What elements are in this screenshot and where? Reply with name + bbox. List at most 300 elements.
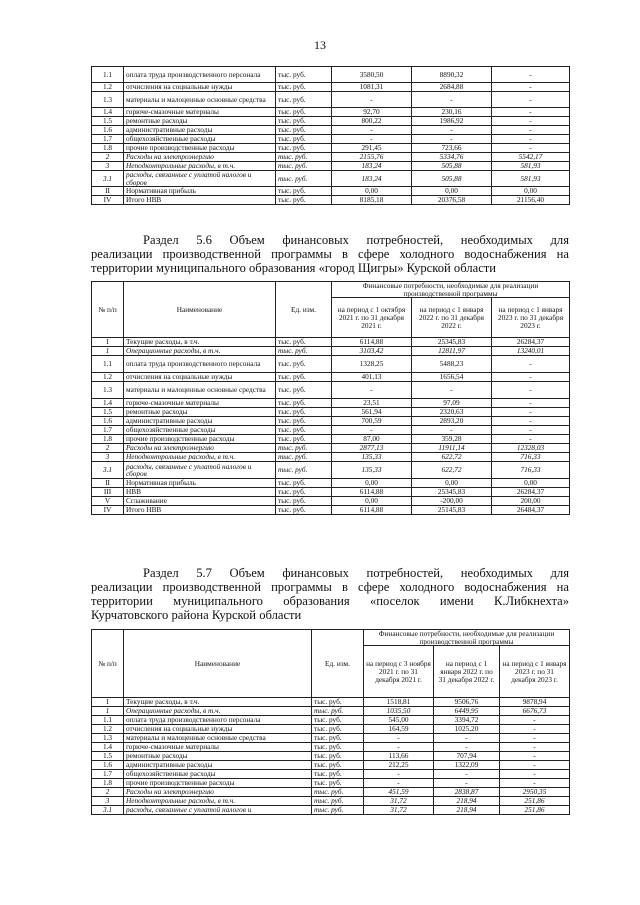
row-value-period-1: 164,59	[364, 725, 434, 734]
row-number: 1.1	[92, 356, 124, 373]
row-value-period-3: -	[500, 752, 570, 761]
row-value-period-3: -	[492, 135, 570, 144]
row-value-period-3: -	[492, 67, 570, 83]
row-unit: тыс. руб.	[312, 752, 364, 761]
row-unit: тыс. руб.	[312, 743, 364, 752]
table-row	[92, 187, 570, 196]
table-row	[92, 117, 570, 126]
row-value-period-3: 0,00	[492, 479, 570, 488]
row-number: 1.3	[92, 92, 124, 108]
table-row	[92, 196, 570, 205]
table-row	[92, 162, 570, 171]
row-value-period-3: -	[492, 417, 570, 426]
row-unit: тыс. руб.	[276, 408, 332, 417]
row-number: 2	[92, 153, 124, 162]
col-header-group: Финансовые потребности, необходимые для реализации производственной программы	[364, 630, 570, 646]
table-row	[92, 497, 570, 506]
row-number: 1.7	[92, 426, 124, 435]
table-row	[92, 698, 570, 707]
table-row	[92, 153, 570, 162]
row-unit: тыс. руб.	[312, 761, 364, 770]
row-value-period-1: 23,51	[332, 399, 412, 408]
row-name: расходы, связанные с уплатой налогов и	[124, 806, 312, 815]
row-name: Текущие расходы, в т.ч.	[124, 338, 276, 347]
row-value-period-2: 20376,58	[412, 196, 492, 205]
row-value-period-1: 1328,25	[332, 356, 412, 373]
row-name: Неподконтрольные расходы, в т.ч.	[124, 797, 312, 806]
col-header-period-3: на период с 1 января 2023 г. по 31 декабря 2023 г.	[500, 646, 570, 698]
row-value-period-1: 8185,18	[332, 196, 412, 205]
row-number: 1.1	[92, 67, 124, 83]
row-unit: тыс. руб.	[312, 716, 364, 725]
row-name: ремонтные расходы	[124, 408, 276, 417]
row-value-period-1: 183,24	[332, 171, 412, 187]
row-name: материалы и малоценные основные средства	[124, 734, 312, 743]
row-value-period-2: 6449,95	[434, 707, 500, 716]
table-row	[92, 479, 570, 488]
table-5-7	[91, 629, 570, 815]
row-name: общехозяйственные расходы	[124, 135, 276, 144]
row-value-period-1: -	[332, 382, 412, 399]
row-name: горюче-смазочные материалы	[124, 108, 276, 117]
row-name: Итого НВВ	[124, 196, 276, 205]
row-value-period-2: 12811,97	[412, 347, 492, 356]
row-value-period-1: 31,72	[364, 806, 434, 815]
heading-line: территории муниципального образования «поселок имени К.Либкнехта»	[91, 594, 569, 608]
row-value-period-3: -	[492, 408, 570, 417]
row-unit: тыс. руб.	[312, 707, 364, 716]
row-name: Операционные расходы, в т.ч.	[124, 707, 312, 716]
row-unit: тыс. руб.	[276, 373, 332, 382]
col-header-unit: Ед. изм.	[276, 282, 332, 338]
table-row	[92, 788, 570, 797]
row-value-period-2: 1656,54	[412, 373, 492, 382]
col-header-unit: Ед. изм.	[312, 630, 364, 698]
col-header-name: Наименование	[124, 282, 276, 338]
row-value-period-3: -	[500, 734, 570, 743]
row-unit: тыс. руб.	[276, 187, 332, 196]
table-row	[92, 144, 570, 153]
row-name: расходы, связанные с уплатой налогов и сборов	[124, 171, 276, 187]
row-value-period-2: 723,66	[412, 144, 492, 153]
row-value-period-1: 135,33	[332, 453, 412, 462]
row-value-period-3: 716,33	[492, 453, 570, 462]
row-value-period-2: 218,94	[434, 806, 500, 815]
row-value-period-2: -	[412, 426, 492, 435]
row-unit: тыс. руб.	[276, 426, 332, 435]
row-name: оплата труда производственного персонала	[124, 716, 312, 725]
table-row	[92, 347, 570, 356]
row-number: I	[92, 698, 124, 707]
row-value-period-1: 92,70	[332, 108, 412, 117]
row-value-period-1: 1035,50	[364, 707, 434, 716]
row-value-period-1: 1081,31	[332, 83, 412, 92]
table-row	[92, 338, 570, 347]
row-unit: тыс. руб.	[276, 338, 332, 347]
row-number: 3.1	[92, 462, 124, 479]
heading-line: реализации производственной программы в сфере холодного водоснабжения на	[91, 580, 569, 594]
row-name: административные расходы	[124, 126, 276, 135]
row-number: 1.6	[92, 126, 124, 135]
row-value-period-1: -	[364, 743, 434, 752]
heading-line: Курчатовского района Курской области	[91, 608, 302, 622]
row-value-period-1: 291,45	[332, 144, 412, 153]
table-row	[92, 171, 570, 187]
row-unit: тыс. руб.	[276, 83, 332, 92]
row-value-period-2: 5488,23	[412, 356, 492, 373]
row-value-period-3: -	[500, 743, 570, 752]
row-unit: тыс. руб.	[276, 196, 332, 205]
row-unit: тыс. руб.	[312, 806, 364, 815]
row-unit: тыс. руб.	[276, 135, 332, 144]
row-value-period-2: 218,94	[434, 797, 500, 806]
table-row	[92, 797, 570, 806]
row-name: Неподконтрольные расходы, в т.ч.	[124, 453, 276, 462]
table-row	[92, 462, 570, 479]
row-name: горюче-смазочные материалы	[124, 399, 276, 408]
row-number: II	[92, 187, 124, 196]
row-unit: тыс. руб.	[312, 734, 364, 743]
row-value-period-2: 2684,88	[412, 83, 492, 92]
table-row	[92, 743, 570, 752]
row-name: Сглаживание	[124, 497, 276, 506]
table-row	[92, 770, 570, 779]
row-value-period-3: -	[500, 716, 570, 725]
row-value-period-3: 9878,94	[500, 698, 570, 707]
row-value-period-3: -	[492, 382, 570, 399]
row-value-period-2: 0,00	[412, 479, 492, 488]
row-value-period-3: 716,33	[492, 462, 570, 479]
table-row	[92, 356, 570, 373]
row-name: отчисления на социальные нужды	[124, 725, 312, 734]
row-number: 3	[92, 453, 124, 462]
row-value-period-1: 6114,88	[332, 338, 412, 347]
row-unit: тыс. руб.	[276, 497, 332, 506]
row-name: отчисления на социальные нужды	[124, 83, 276, 92]
row-value-period-3: -	[492, 373, 570, 382]
row-unit: тыс. руб.	[276, 117, 332, 126]
row-value-period-2: 622,72	[412, 453, 492, 462]
row-number: III	[92, 488, 124, 497]
row-value-period-2: 5334,76	[412, 153, 492, 162]
row-value-period-1: 113,66	[364, 752, 434, 761]
row-value-period-2: -	[412, 126, 492, 135]
heading-line: реализации производственной программы в сфере холодного водоснабжения на	[91, 247, 569, 261]
row-unit: тыс. руб.	[276, 453, 332, 462]
row-value-period-3: -	[500, 761, 570, 770]
row-value-period-2: -	[412, 135, 492, 144]
row-value-period-1: -	[332, 426, 412, 435]
row-value-period-2: 2320,63	[412, 408, 492, 417]
table-row	[92, 725, 570, 734]
row-value-period-2: 25345,83	[412, 338, 492, 347]
table-row	[92, 435, 570, 444]
table-row	[92, 426, 570, 435]
row-value-period-2: 2838,87	[434, 788, 500, 797]
row-value-period-2: 97,09	[412, 399, 492, 408]
row-number: 3	[92, 162, 124, 171]
row-number: 1.7	[92, 770, 124, 779]
row-unit: тыс. руб.	[276, 356, 332, 373]
row-value-period-1: 3103,42	[332, 347, 412, 356]
row-value-period-3: -	[492, 117, 570, 126]
heading-line: территории муниципального образования «город Щигры» Курской области	[91, 261, 497, 275]
row-value-period-1: -	[332, 135, 412, 144]
row-value-period-1: 6114,88	[332, 506, 412, 515]
row-number: II	[92, 479, 124, 488]
row-value-period-3: 2950,35	[500, 788, 570, 797]
row-value-period-3: 251,86	[500, 797, 570, 806]
table-row	[92, 408, 570, 417]
row-number: IV	[92, 506, 124, 515]
row-name: Расходы на электроэнергию	[124, 788, 312, 797]
row-unit: тыс. руб.	[276, 488, 332, 497]
row-value-period-1: 0,00	[332, 187, 412, 196]
row-value-period-3: -	[492, 92, 570, 108]
table-row	[92, 752, 570, 761]
row-value-period-1: 800,22	[332, 117, 412, 126]
col-header-group: Финансовые потребности, необходимые для реализации производственной программы	[332, 282, 570, 298]
table-row	[92, 135, 570, 144]
row-value-period-1: -	[364, 770, 434, 779]
table-row	[92, 382, 570, 399]
row-value-period-2: 359,28	[412, 435, 492, 444]
row-number: 1.7	[92, 135, 124, 144]
row-name: материалы и малоценные основные средства	[124, 92, 276, 108]
row-unit: тыс. руб.	[276, 382, 332, 399]
row-value-period-1: 0,00	[332, 497, 412, 506]
row-value-period-3: 12328,03	[492, 444, 570, 453]
row-value-period-2: 707,94	[434, 752, 500, 761]
row-number: 1.2	[92, 83, 124, 92]
row-value-period-3: -	[492, 356, 570, 373]
row-value-period-1: 1518,81	[364, 698, 434, 707]
row-unit: тыс. руб.	[312, 698, 364, 707]
row-value-period-1: 561,94	[332, 408, 412, 417]
row-value-period-1: 2877,13	[332, 444, 412, 453]
row-value-period-2: 25345,83	[412, 488, 492, 497]
row-number: 1.5	[92, 408, 124, 417]
row-name: Итого НВВ	[124, 506, 276, 515]
table-row	[92, 373, 570, 382]
row-name: Нормативная прибыль	[124, 479, 276, 488]
row-name: расходы, связанные с уплатой налогов и сборов	[124, 462, 276, 479]
row-value-period-3: 581,93	[492, 162, 570, 171]
row-unit: тыс. руб.	[312, 779, 364, 788]
col-header-period-2: на период с 1 января 2022 г. по 31 декабря 2022 г.	[434, 646, 500, 698]
row-number: IV	[92, 196, 124, 205]
row-unit: тыс. руб.	[276, 126, 332, 135]
row-name: административные расходы	[124, 761, 312, 770]
row-number: 1.6	[92, 761, 124, 770]
row-number: 1.3	[92, 382, 124, 399]
row-value-period-2: 505,88	[412, 162, 492, 171]
row-number: 1.4	[92, 399, 124, 408]
row-unit: тыс. руб.	[312, 770, 364, 779]
row-name: НВВ	[124, 488, 276, 497]
row-value-period-2: 11911,14	[412, 444, 492, 453]
row-value-period-2: -	[434, 734, 500, 743]
row-number: 1.3	[92, 734, 124, 743]
row-value-period-3: -	[492, 435, 570, 444]
row-unit: тыс. руб.	[276, 417, 332, 426]
row-unit: тыс. руб.	[276, 171, 332, 187]
heading-line: Раздел 5.6 Объем финансовых потребностей, необходимых для	[143, 233, 569, 247]
row-value-period-1: 0,00	[332, 479, 412, 488]
table-row	[92, 453, 570, 462]
row-value-period-2: 622,72	[412, 462, 492, 479]
row-value-period-3: -	[492, 426, 570, 435]
row-value-period-2: 8890,32	[412, 67, 492, 83]
row-value-period-2: 230,16	[412, 108, 492, 117]
table-continuation	[91, 66, 570, 205]
row-value-period-1: 183,24	[332, 162, 412, 171]
row-value-period-2: -	[434, 770, 500, 779]
table-row	[92, 126, 570, 135]
row-value-period-2: -	[412, 382, 492, 399]
section-5-7-heading	[91, 566, 569, 622]
table-row	[92, 417, 570, 426]
row-unit: тыс. руб.	[312, 725, 364, 734]
row-number: 1.4	[92, 743, 124, 752]
heading-line: Раздел 5.7 Объем финансовых потребностей, необходимых для	[143, 566, 569, 580]
row-value-period-3: 581,93	[492, 171, 570, 187]
row-value-period-1: -	[332, 92, 412, 108]
row-unit: тыс. руб.	[276, 92, 332, 108]
table-row	[92, 734, 570, 743]
row-number: 1	[92, 347, 124, 356]
row-value-period-3: -	[492, 399, 570, 408]
row-unit: тыс. руб.	[276, 479, 332, 488]
row-value-period-1: 2155,76	[332, 153, 412, 162]
row-name: прочие производственные расходы	[124, 144, 276, 153]
row-value-period-3: 26284,37	[492, 338, 570, 347]
table-row	[92, 488, 570, 497]
col-header-period-1: на период с 1 октября 2021 г. по 31 декабря 2021 г.	[332, 298, 412, 338]
row-value-period-1: 401,13	[332, 373, 412, 382]
table-row	[92, 83, 570, 92]
row-unit: тыс. руб.	[312, 788, 364, 797]
row-value-period-3: 21156,40	[492, 196, 570, 205]
table-row	[92, 67, 570, 83]
row-value-period-3: 200,00	[492, 497, 570, 506]
row-value-period-1: 135,33	[332, 462, 412, 479]
col-header-period-1: на период с 3 ноября 2021 г. по 31 декабря 2021 г.	[364, 646, 434, 698]
row-value-period-1: 87,00	[332, 435, 412, 444]
row-value-period-3: -	[492, 126, 570, 135]
row-value-period-2: -	[434, 779, 500, 788]
row-number: 1.4	[92, 108, 124, 117]
row-number: 3.1	[92, 806, 124, 815]
row-number: 3.1	[92, 171, 124, 187]
row-name: Операционные расходы, в т.ч.	[124, 347, 276, 356]
row-number: 1.6	[92, 417, 124, 426]
row-number: 1	[92, 707, 124, 716]
table-row	[92, 806, 570, 815]
section-5-6-heading	[91, 233, 569, 275]
row-value-period-1: -	[364, 734, 434, 743]
table-row	[92, 506, 570, 515]
row-value-period-2: 0,00	[412, 187, 492, 196]
row-unit: тыс. руб.	[276, 67, 332, 83]
row-unit: тыс. руб.	[276, 435, 332, 444]
row-number: 1.8	[92, 779, 124, 788]
row-number: 1.2	[92, 725, 124, 734]
row-unit: тыс. руб.	[276, 462, 332, 479]
col-header-period-3: на период с 1 января 2023 г. по 31 декабря 2023 г.	[492, 298, 570, 338]
row-value-period-2: -200,00	[412, 497, 492, 506]
row-unit: тыс. руб.	[276, 144, 332, 153]
row-value-period-2: -	[434, 743, 500, 752]
row-value-period-3: 26484,37	[492, 506, 570, 515]
row-value-period-1: 6114,88	[332, 488, 412, 497]
row-unit: тыс. руб.	[276, 347, 332, 356]
row-number: 1.8	[92, 435, 124, 444]
row-value-period-3: 0,00	[492, 187, 570, 196]
row-number: 1.1	[92, 716, 124, 725]
row-value-period-3: -	[492, 83, 570, 92]
row-value-period-3: -	[500, 725, 570, 734]
row-name: Расходы на электроэнергию	[124, 444, 276, 453]
row-value-period-2: 1025,20	[434, 725, 500, 734]
row-name: прочие производственные расходы	[124, 435, 276, 444]
row-value-period-1: 451,59	[364, 788, 434, 797]
row-value-period-3: 251,86	[500, 806, 570, 815]
row-value-period-3: 5542,17	[492, 153, 570, 162]
row-value-period-2: 9506,76	[434, 698, 500, 707]
row-value-period-1: -	[332, 126, 412, 135]
row-unit: тыс. руб.	[276, 162, 332, 171]
row-name: Нормативная прибыль	[124, 187, 276, 196]
row-unit: тыс. руб.	[276, 153, 332, 162]
row-number: 2	[92, 788, 124, 797]
row-value-period-1: 545,00	[364, 716, 434, 725]
col-header-number: № п/п	[92, 630, 124, 698]
row-value-period-3: -	[500, 770, 570, 779]
row-value-period-3: 6676,73	[500, 707, 570, 716]
row-name: ремонтные расходы	[124, 117, 276, 126]
row-value-period-1: 3580,50	[332, 67, 412, 83]
row-value-period-2: 1322,09	[434, 761, 500, 770]
page-number: 13	[314, 38, 326, 52]
row-value-period-3: -	[492, 144, 570, 153]
row-name: общехозяйственные расходы	[124, 426, 276, 435]
row-value-period-2: -	[412, 92, 492, 108]
row-name: общехозяйственные расходы	[124, 770, 312, 779]
row-value-period-1: 212,25	[364, 761, 434, 770]
row-unit: тыс. руб.	[276, 506, 332, 515]
table-5-6	[91, 281, 570, 515]
row-number: 1.5	[92, 117, 124, 126]
row-name: горюче-смазочные материалы	[124, 743, 312, 752]
row-value-period-3: -	[500, 779, 570, 788]
row-value-period-1: -	[364, 779, 434, 788]
row-name: ремонтные расходы	[124, 752, 312, 761]
table-row	[92, 399, 570, 408]
row-number: 1.2	[92, 373, 124, 382]
row-name: материалы и малоценные основные средства	[124, 382, 276, 399]
table-row	[92, 108, 570, 117]
row-name: прочие производственные расходы	[124, 779, 312, 788]
row-value-period-1: 700,59	[332, 417, 412, 426]
row-value-period-3: 26284,37	[492, 488, 570, 497]
row-number: I	[92, 338, 124, 347]
table-row	[92, 707, 570, 716]
row-number: 3	[92, 797, 124, 806]
row-name: Расходы на электроэнергию	[124, 153, 276, 162]
row-unit: тыс. руб.	[276, 108, 332, 117]
table-row	[92, 779, 570, 788]
